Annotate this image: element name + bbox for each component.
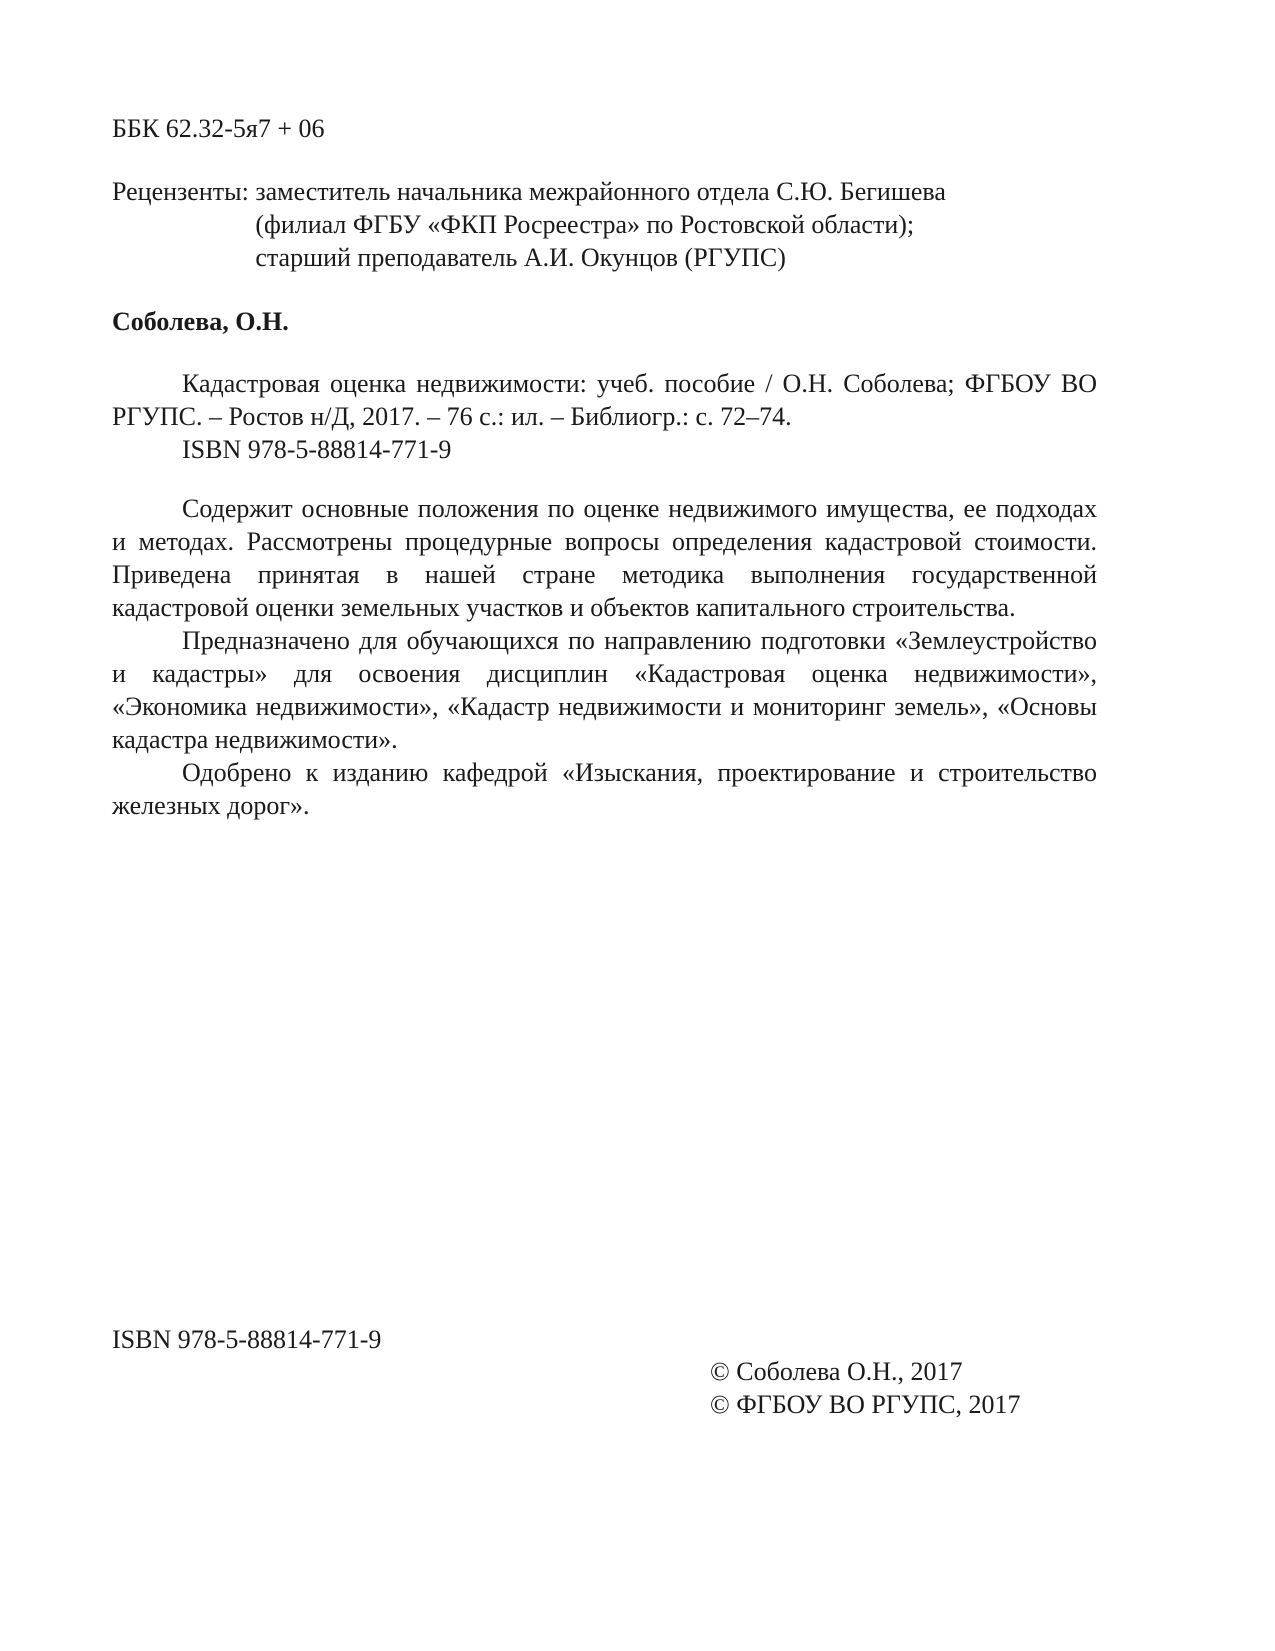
- annotation-block: [112, 492, 1097, 822]
- annotation-paragraph: Содержит основные положения по оценке недвижимого имущества, ее подходах и методах. Рассмотрены процедурные вопросы определения кадастровой стоимости. Приведена принятая в нашей стране методика выполнения государственной кадастровой оценки земельных участков и объектов капитального строительства.: [112, 494, 1097, 622]
- copyright-block: [710, 1355, 1190, 1421]
- copyright-line: © Соболева О.Н., 2017: [710, 1357, 963, 1386]
- reviewers-label: Рецензенты:: [112, 177, 256, 206]
- reviewers-list: [255, 175, 1097, 274]
- reviewer-line: (филиал ФГБУ «ФКП Росреестра» по Ростовской области);: [255, 210, 915, 239]
- annotation-paragraph: Предназначено для обучающихся по направлению подготовки «Землеустройство и кадастры» для освоения дисциплин «Кадастровая оценка недвижимости», «Экономика недвижимости», «Кадастр недвижимости и мониторинг земель», «Основы кадастра недвижимости».: [112, 626, 1097, 754]
- bibliographic-entry-block: [112, 367, 1097, 466]
- author-heading: Соболева, О.Н.: [112, 307, 289, 336]
- isbn-entry: ISBN 978-5-88814-771-9: [182, 435, 452, 464]
- bbk-code: ББК 62.32-5я7 + 06: [112, 114, 325, 143]
- copyright-line: © ФГБОУ ВО РГУПС, 2017: [710, 1390, 1021, 1419]
- bibliographic-entry: Кадастровая оценка недвижимости: учеб. пособие / О.Н. Соболева; ФГБОУ ВО РГУПС. – Ростов н/Д, 2017. – 76 с.: ил. – Библиогр.: с. 72–74.: [112, 369, 1097, 431]
- reviewer-line: заместитель начальника межрайонного отдела С.Ю. Бегишева: [255, 177, 946, 206]
- reviewers-block: [112, 175, 1097, 274]
- annotation-paragraph: Одобрено к изданию кафедрой «Изыскания, проектирование и строительство железных дорог».: [112, 758, 1097, 820]
- isbn-bottom: ISBN 978-5-88814-771-9: [112, 1325, 382, 1354]
- reviewer-line: старший преподаватель А.И. Окунцов (РГУПС): [255, 243, 786, 272]
